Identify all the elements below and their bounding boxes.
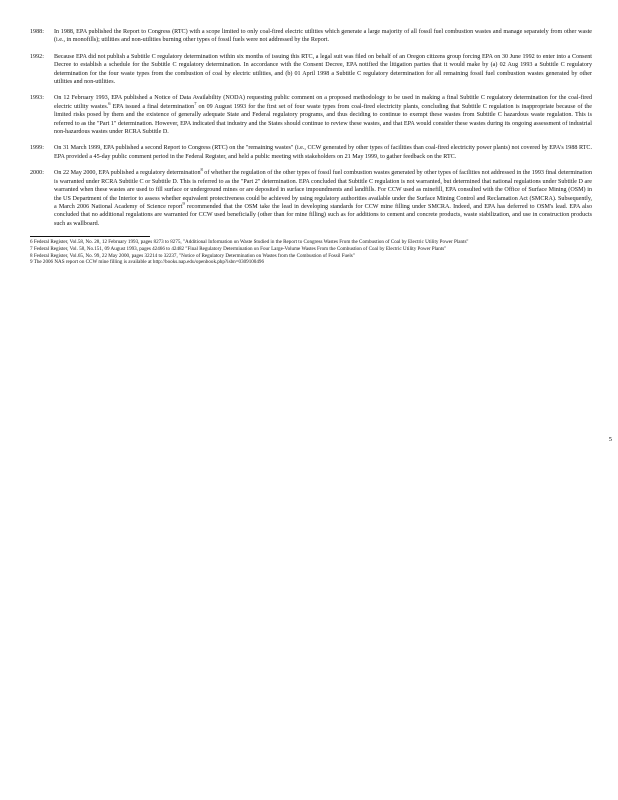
footnote-divider bbox=[30, 236, 150, 237]
page-number: 5 bbox=[608, 436, 612, 443]
entry-text bbox=[54, 94, 592, 136]
entry-1999 bbox=[30, 144, 592, 161]
entry-1992 bbox=[30, 53, 592, 87]
entry-year: 2000: bbox=[30, 170, 44, 177]
footnote: 9 The 2006 NAS report on CCW mine filling is available at http://books.nap.edu/openbook.php?isbn=0309100496 bbox=[30, 259, 264, 266]
entry-year: 1999: bbox=[30, 145, 44, 152]
footnote: 8 Federal Register, Vol.65, No. 99, 22 May 2000, pages 32214 to 32237, "Notice of Regulatory Determination on Wastes from the Combustion of Fossil Fuels" bbox=[30, 252, 355, 259]
footnotes bbox=[30, 236, 592, 266]
footnote-ref[interactable]: 8 bbox=[200, 167, 203, 173]
entry-text-part: recommended that the OSM take the lead in developing standards for CCW mine filling under SMCRA. Indeed, and EPA has deferred to OSM's lead. EPA also concluded that no additional regulations are warranted for CCW used beneficially (other than for mine filling) such as for additions to cement and concrete products, waste stabilization, and use in construction products such as wallboard. bbox=[54, 203, 592, 227]
entry-1988 bbox=[30, 28, 592, 45]
entry-text-part: EPA issued a final determination bbox=[110, 103, 195, 110]
footnote-ref[interactable]: 7 bbox=[194, 100, 197, 106]
footnote: 7 Federal Register, Vol. 58, No.151, 09 August 1993, pages 42466 to 42482 "Final Regulatory Determination on Four Large-Volume Wastes From the Combustion of Coal by Electric Utility Power Plants" bbox=[30, 245, 447, 252]
entry-text-part: On 12 February 1993, EPA published a Notice of Data Availability (NODA) requesting public comment on a proposed methodology to be used in making a final Subtitle C regulatory determination for the coal-fired electric utility wastes. bbox=[54, 95, 592, 110]
document-page bbox=[30, 28, 592, 266]
entry-year: 1988: bbox=[30, 29, 44, 35]
entry-text: In 1988, EPA published the Report to Congress (RTC) with a scope limited to only coal-fired electric utilities which generate a large majority of all fossil fuel combustion wastes and manage separately from other waste (i.e., in monofills); utilities and non-utilities burning other types of fossil fuels were not addressed by the Report. bbox=[54, 29, 592, 44]
entry-text: On 31 March 1999, EPA published a second Report to Congress (RTC) on the "remaining wastes" (i.e., CCW generated by other types of facilities than coal-fired electricity power plants) not covered by EPA's 1988 RTC. EPA provided a 45-day public comment period in the Federal Register, and held a public meeting with stakeholders on 21 May 1999, to gather feedback on the RTC. bbox=[54, 145, 592, 160]
entry-text: Because EPA did not publish a Subtitle C regulatory determination within six months of issuing this RTC, a legal suit was filed on behalf of an Oregon citizens group forcing EPA on 30 June 1992 to enter into a Consent Decree to establish a schedule for the Subtitle C regulatory determination. In accordance with the Consent Decree, EPA notified the litigation parties that it would make by (a) 02 Aug 1993 a Subtitle C regulatory determination for the four waste types from the combustion of coal by electric utilities, and (b) 01 April 1998 a Subtitle C regulatory determination for all remaining fossil fuel combustion wastes generated by other utilities and non-utilities. bbox=[54, 53, 592, 86]
entry-year: 1992: bbox=[30, 53, 44, 60]
footnote-ref[interactable]: 6 bbox=[108, 100, 111, 106]
entry-text-part: of whether the regulation of the other types of fossil fuel combustion wastes generated by other types of facilities not addressed in the 1993 final determination is warranted under RCRA Subtitle C or Subtitle D. This is referred to as the "Part 2" determination. EPA concluded that Subtitle C regulation is not warranted, but determined that national regulations under Subtitle D are warranted when these wastes are used to fill surface or underground mines or are deposited in surface impoundments and landfills. For CCW used as minefill, EPA consulted with the Office of Surface Mining (OSM) in the US Department of the Interior to assess whether equivalent protectiveness could be achieved by using regulatory authorities available under the Surface Mining Control and Reclamation Act (SMCRA). Subsequently, a March 2006 National Academy of Science report bbox=[54, 170, 592, 210]
entry-text bbox=[54, 169, 592, 228]
footnote-ref[interactable]: 9 bbox=[182, 200, 185, 206]
entry-year: 1993: bbox=[30, 95, 44, 102]
entry-text-part: On 22 May 2000, EPA published a regulatory determination bbox=[54, 170, 201, 177]
footnote: 6 Federal Register, Vol.58, No. 28, 12 February 1993, pages 8273 to 8275, "Additional Information on Waste Studied in the Report to Congress Wastes From the Combustion of Coal by Electric Utility Power Plants" bbox=[30, 239, 469, 246]
entry-1993 bbox=[30, 94, 592, 136]
entry-2000 bbox=[30, 169, 592, 228]
entry-text-part: on 09 August 1993 for the first set of four waste types from coal-fired electricity plants, concluding that Subtitle C regulation is inappropriate because of the limited risks posed by them and the existence of generally adequate State and Federal regulatory programs, and thus deciding to continue to exempt these wastes from Subtitle C hazardous waste regulation. This is referred to as the "Part 1" determination. However, EPA indicated that industry and the States should continue to review these wastes, and that EPA would consider these wastes during its ongoing assessment of industrial non-hazardous wastes under RCRA Subtitle D. bbox=[54, 103, 592, 136]
